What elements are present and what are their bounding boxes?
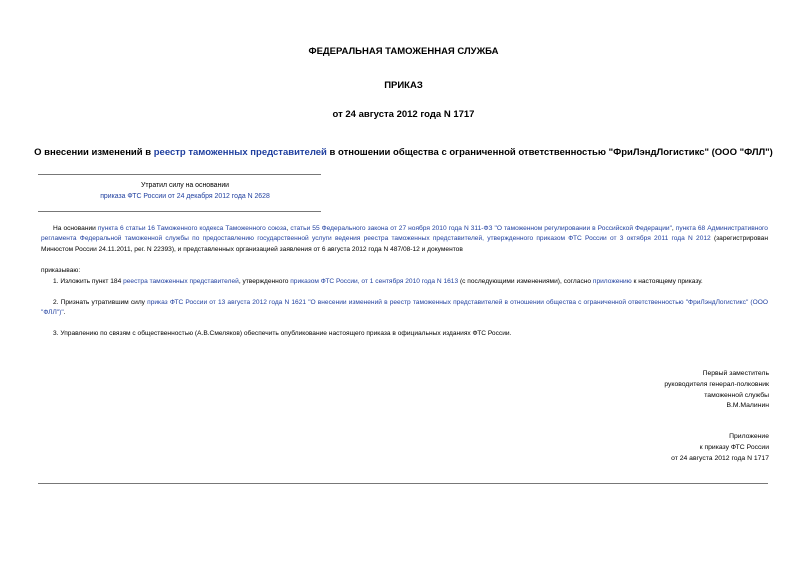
title-registry-link[interactable]: реестр таможенных представителей [153,147,327,158]
date-number-heading: от 24 августа 2012 года N 1717 [332,109,475,120]
federal-law-link[interactable]: статьи 55 Федерального закона от 27 ноября 2010 года N 311-ФЗ "О таможенном регулировании в Российской Федерации" [290,225,672,232]
customs-code-link[interactable]: пункта 6 статьи 16 Таможенного кодекса Таможенного союза [97,225,287,232]
signature-block [664,369,769,412]
item-2-text: . [63,309,66,317]
item-1-paragraph [41,277,768,287]
appendix-link[interactable]: приложению [592,278,632,285]
appendix-line-1: Приложение [729,433,769,440]
status-note-link[interactable]: приказа ФТС России от 24 декабря 2012 года N 2628 [100,192,270,200]
appendix-line-3: от 24 августа 2012 года N 1717 [671,454,769,462]
signature-line-3: таможенной службы [704,391,769,399]
bottom-divider [38,483,768,484]
doc-type-heading: ПРИКАЗ [384,80,423,91]
agency-heading: ФЕДЕРАЛЬНАЯ ТАМОЖЕННАЯ СЛУЖБА [308,46,499,57]
item-2-text: 2. Признать утратившим силу [53,299,148,306]
item-1-text: (с последующими изменениями), согласно [458,278,593,285]
order-word: приказываю: [41,267,81,274]
admin-regulation-link[interactable]: пункта 68 Административного регламента Федеральной таможенной службы по предоставлению государственной услуги ведения реестра таможенных представителей, утвержденного приказом ФТС России от 3 октября 2011 года N 2012 [41,225,768,243]
signature-line-2: руководителя генерал-полковник [664,380,769,388]
preamble-text: , [286,225,291,232]
item-1-text: к настоящему приказу. [631,278,703,285]
status-note-text: Утратил силу на основании [140,182,230,189]
signature-name: В.М.Малинин [726,402,769,410]
appendix-line-2: к приказу ФТС России [699,443,769,451]
preamble-text: , [671,225,676,232]
item-3-paragraph: 3. Управлению по связям с общественностью (А.В.Смеляков) обеспечить опубликование настоящего приказа в официальных изданиях ФТС России. [53,330,512,337]
status-note [40,181,330,202]
preamble-text: На основании [53,225,98,232]
preamble-text: (зарегистрирован Минюстом России 24.11.2011, рег. N 22393), и представленных организацией заявления от 6 августа 2012 года N 487/08-12 и документов [41,235,768,253]
preamble-paragraph [41,224,768,255]
title-text-start: О внесении изменений в [34,147,154,158]
appendix-block [671,432,769,464]
order-1621-link[interactable]: приказ ФТС России от 13 августа 2012 года N 1621 "О внесении изменений в реестр таможенных представителей в отношении общества с ограниченной ответственностью "ФриЛэндЛогистикс" (ООО "ФЛЛ")" [41,299,768,317]
item-1-text: , утвержденного [238,278,291,285]
note-top-divider [38,174,321,175]
item-2-paragraph [41,298,768,319]
document-title [30,147,777,158]
registry-link[interactable]: реестра таможенных представителей [123,278,239,285]
title-text-end: в отношении общества с ограниченной ответственностью "ФриЛэндЛогистикс" (ООО "ФЛЛ") [326,147,773,158]
note-bottom-divider [38,211,321,212]
item-1-text: 1. Изложить пункт 184 [53,278,124,285]
order-1613-link[interactable]: приказом ФТС России, от 1 сентября 2010 года N 1613 [290,278,459,285]
signature-line-1: Первый заместитель [702,370,769,377]
